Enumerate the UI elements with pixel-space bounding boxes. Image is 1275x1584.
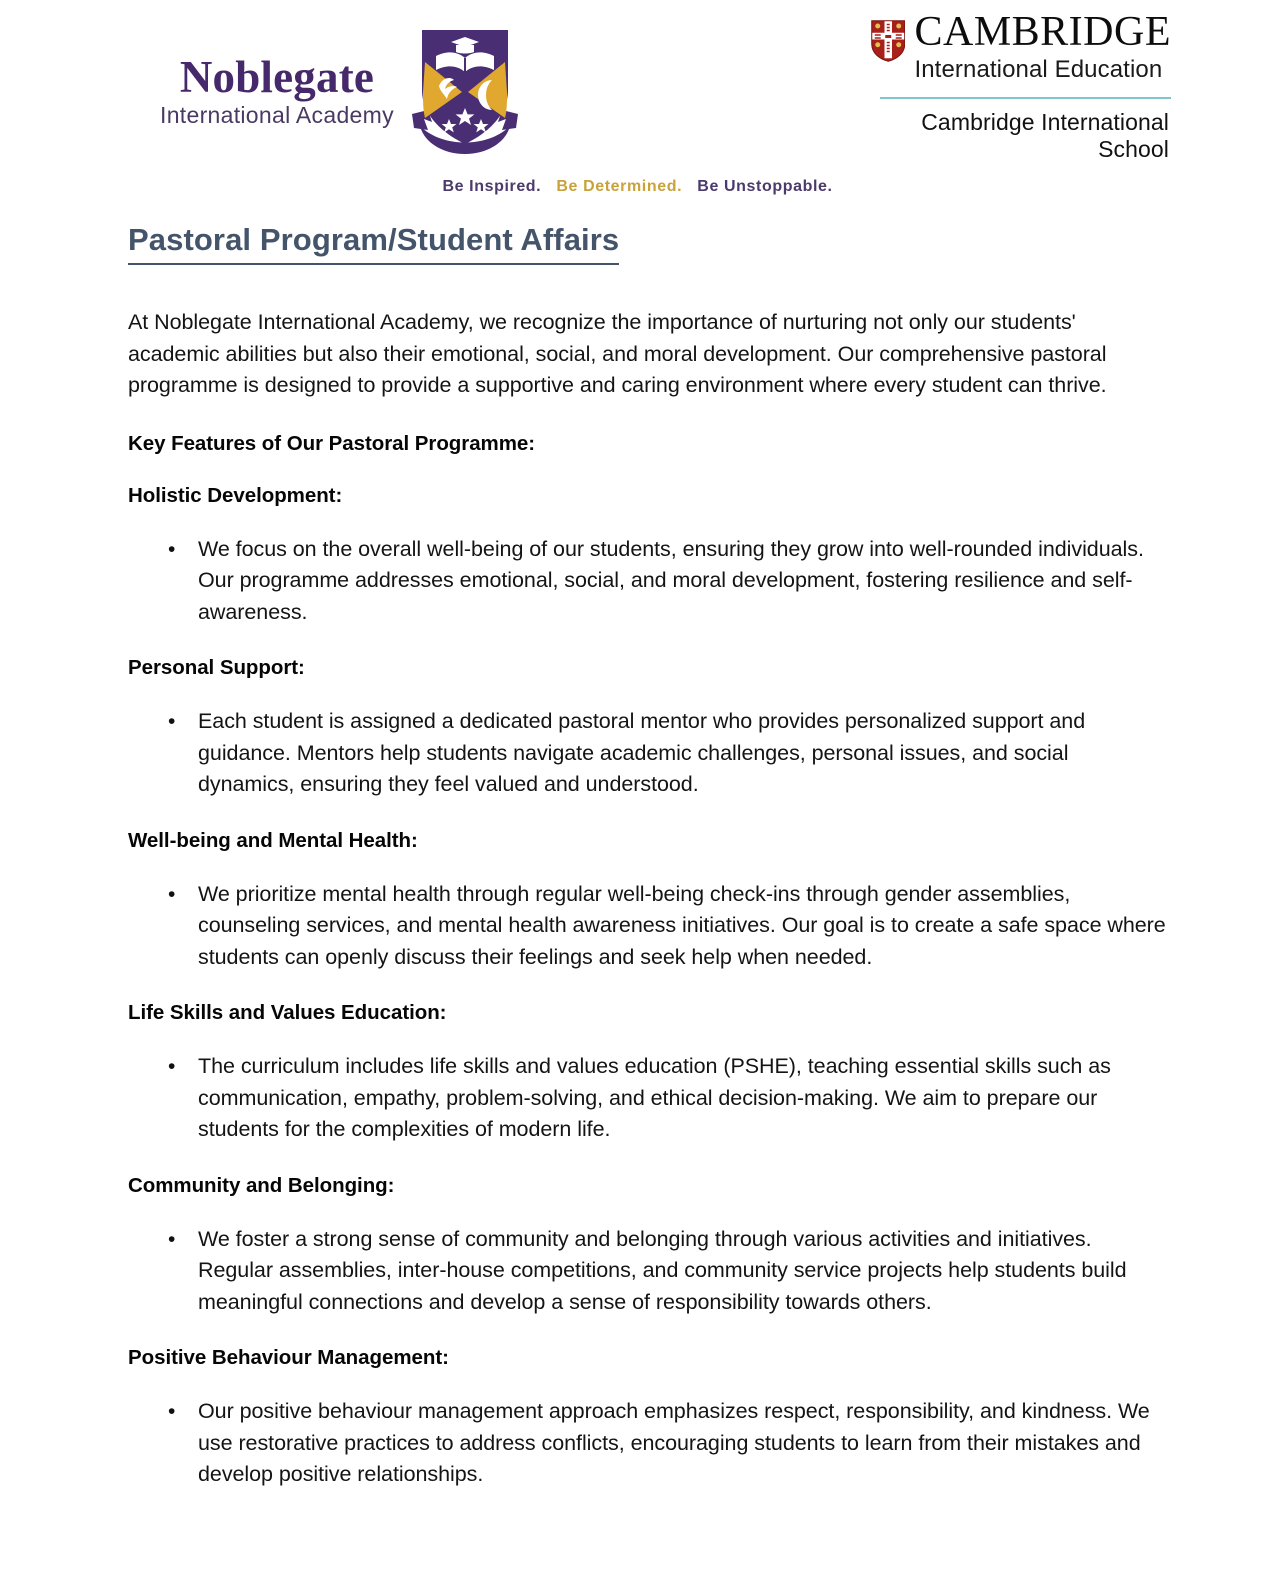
tagline-part-inspired: Be Inspired. — [442, 178, 542, 195]
school-tagline — [0, 178, 1275, 196]
cambridge-shield-icon — [871, 13, 905, 69]
list-item — [128, 706, 1168, 801]
cambridge-school-line: Cambridge International School — [921, 108, 1169, 162]
list-item — [128, 1396, 1168, 1491]
list-item — [128, 1051, 1168, 1146]
key-features-heading: Key Features of Our Pastoral Programme: — [128, 431, 536, 455]
spacer — [128, 973, 1168, 1001]
spacer — [128, 628, 1168, 656]
bullet-list-holistic-development — [128, 534, 1168, 629]
list-item — [128, 879, 1168, 974]
spacer — [128, 1025, 1168, 1051]
spacer — [128, 508, 1168, 534]
bullet-marker-icon: • — [168, 710, 176, 733]
list-item — [128, 1224, 1168, 1319]
spacer — [128, 1198, 1168, 1224]
intro-paragraph: At Noblegate International Academy, we recognize the importance of nurturing not only our students' academic abilities but also their emotional, social, and moral development. Our comprehensive pastoral programme is designed to provide a supportive and caring environment where every student can thrive. — [128, 310, 1107, 397]
list-item-text: We foster a strong sense of community and belonging through various activities and initiatives. Regular assemblies, inter-house competitions, and community service projects help students build meaningful connections and develop a sense of responsibility towards others. — [198, 1226, 1127, 1314]
section-heading-wellbeing-mental-health: Well-being and Mental Health: — [128, 828, 418, 852]
spacer — [128, 680, 1168, 706]
list-item — [128, 534, 1168, 629]
cambridge-title: CAMBRIDGE — [914, 9, 1171, 55]
spacer — [128, 801, 1168, 829]
spacer — [128, 456, 1168, 484]
bullet-marker-icon: • — [168, 1227, 176, 1251]
page-title: Pastoral Program/Student Affairs — [128, 222, 619, 265]
spacer — [128, 1146, 1168, 1174]
bullet-list-personal-support — [128, 706, 1168, 801]
list-item-text: The curriculum includes life skills and values education (PSHE), teaching essential skills such as communication, empathy, problem-solving, and ethical decision-making. We aim to prepare our students for the complexities of modern life. — [198, 1054, 1111, 1141]
bullet-marker-icon: • — [168, 537, 176, 561]
bullet-list-positive-behaviour-management — [128, 1396, 1168, 1491]
section-heading-positive-behaviour-management: Positive Behaviour Management: — [128, 1346, 449, 1369]
tagline-part-unstoppable: Be Unstoppable. — [697, 178, 833, 195]
cambridge-divider — [880, 97, 1171, 99]
list-item-text: We focus on the overall well-being of our students, ensuring they grow into well-rounded individuals. Our programme addresses emotional, social, and moral development, fostering resilience and self-awareness. — [198, 536, 1144, 624]
bullet-marker-icon: • — [168, 1055, 176, 1078]
bullet-list-wellbeing-mental-health — [128, 879, 1168, 974]
list-item-text: We prioritize mental health through regular well-being check-ins through gender assemblies, counseling services, and mental health awareness initiatives. Our goal is to create a safe space where students can openly discuss their feelings and seek help when needed. — [198, 881, 1166, 969]
document-body — [128, 222, 1168, 1491]
bullet-marker-icon: • — [168, 1400, 176, 1423]
cambridge-wordmark — [914, 9, 1171, 85]
spacer — [128, 1318, 1168, 1346]
page-header — [0, 0, 1275, 195]
bullet-list-community-belonging — [128, 1224, 1168, 1319]
noblegate-crest-icon — [406, 18, 524, 166]
noblegate-logo — [160, 18, 524, 166]
spacer — [128, 1370, 1168, 1396]
section-heading-personal-support: Personal Support: — [128, 656, 305, 679]
list-item-text: Our positive behaviour management approach emphasizes respect, responsibility, and kindness. We use restorative practices to address conflicts, encouraging students to learn from their mistakes and develop positive relationships. — [198, 1399, 1150, 1486]
section-heading-holistic-development: Holistic Development: — [128, 483, 343, 507]
cambridge-logo — [871, 9, 1171, 163]
bullet-marker-icon: • — [168, 882, 176, 906]
spacer — [128, 402, 1168, 432]
cambridge-subtitle: International Education — [914, 56, 1163, 84]
section-heading-life-skills-values: Life Skills and Values Education: — [128, 1001, 447, 1024]
noblegate-name: Noblegate — [179, 52, 375, 103]
bullet-list-life-skills-values — [128, 1051, 1168, 1146]
section-heading-community-belonging: Community and Belonging: — [128, 1173, 395, 1197]
cambridge-logo-top — [871, 9, 1171, 85]
noblegate-subtitle: International Academy — [160, 102, 394, 129]
tagline-part-determined: Be Determined. — [556, 178, 683, 195]
spacer — [128, 853, 1168, 879]
noblegate-wordmark — [160, 52, 406, 129]
list-item-text: Each student is assigned a dedicated pastoral mentor who provides personalized support and guidance. Mentors help students navigate academic challenges, personal issues, and social dynamics, ensuring they feel valued and understood. — [198, 709, 1086, 796]
